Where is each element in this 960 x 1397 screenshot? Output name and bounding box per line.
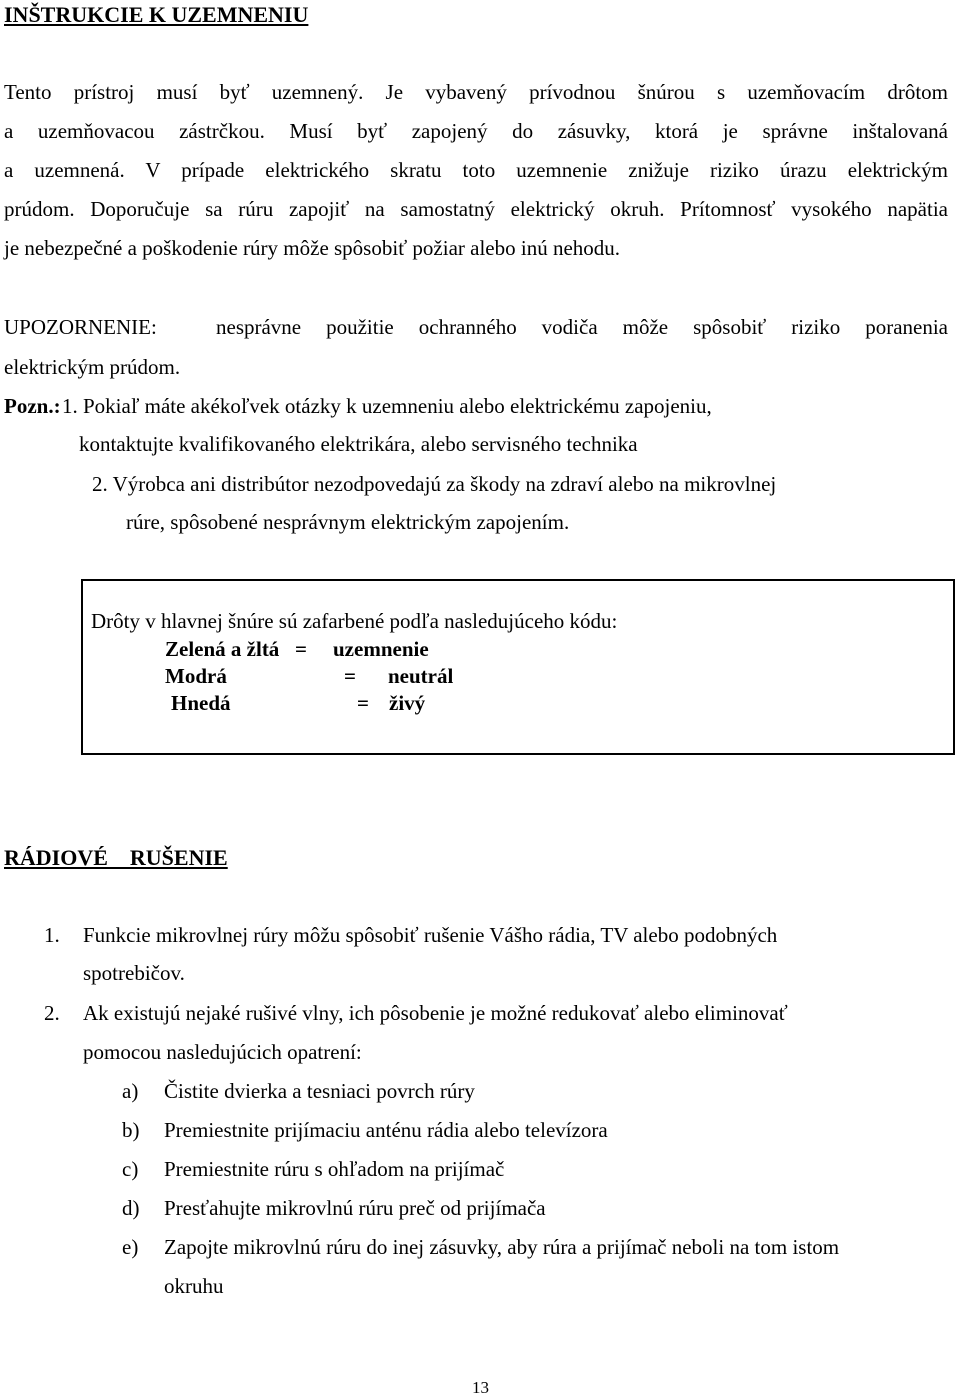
radio-item-text: Ak existujú nejaké rušivé vlny, ich pôsobenie je možné redukovať alebo eliminovať xyxy=(83,1001,788,1025)
radio-item-text-cont: pomocou nasledujúcich opatrení: xyxy=(83,1040,362,1064)
measure-text: Premiestnite rúru s ohľadom na prijímač xyxy=(164,1157,505,1181)
measure-text: Čistite dvierka a tesniaci povrch rúry xyxy=(164,1079,475,1103)
measure-letter: b) xyxy=(122,1118,140,1142)
wire-color-blue: Modrá xyxy=(165,664,227,688)
note-1: 1. Pokiaľ máte akékoľvek otázky k uzemneniu alebo elektrickému zapojeniu, xyxy=(62,394,712,418)
grounding-paragraph-line: prúdom. Doporučuje sa rúru zapojiť na samostatný elektrický okruh. Prítomnosť vysokého napätia xyxy=(4,197,948,221)
wire-equals: = xyxy=(344,664,356,688)
grounding-paragraph-line: Tento prístroj musí byť uzemnený. Je vybavený prívodnou šnúrou s uzemňovacím drôtom xyxy=(4,80,948,104)
wire-box-intro: Drôty v hlavnej šnúre sú zafarbené podľa nasledujúceho kódu: xyxy=(91,609,618,633)
measure-letter: d) xyxy=(122,1196,140,1220)
grounding-paragraph-line: je nebezpečné a poškodenie rúry môže spôsobiť požiar alebo inú nehodu. xyxy=(4,236,621,260)
wire-meaning-live: živý xyxy=(389,691,426,715)
radio-item-text-cont: spotrebičov. xyxy=(83,961,185,985)
warning-label: UPOZORNENIE: xyxy=(4,315,157,339)
note-1-cont: kontaktujte kvalifikovaného elektrikára, alebo servisného technika xyxy=(79,432,638,456)
measure-letter: c) xyxy=(122,1157,139,1181)
radio-item-text: Funkcie mikrovlnej rúry môžu spôsobiť rušenie Vášho rádia, TV alebo podobných xyxy=(83,923,778,947)
wire-color-brown: Hnedá xyxy=(171,691,231,715)
note-2: 2. Výrobca ani distribútor nezodpovedajú za škody na zdraví alebo na mikrovlnej xyxy=(92,472,777,496)
grounding-title: INŠTRUKCIE K UZEMNENIU xyxy=(4,2,309,27)
warning-text-cont: elektrickým prúdom. xyxy=(4,355,181,379)
measure-text-cont: okruhu xyxy=(164,1274,224,1298)
note-label: Pozn.: xyxy=(4,394,61,418)
wire-equals: = xyxy=(295,637,307,661)
page-number: 13 xyxy=(472,1378,489,1397)
grounding-paragraph-line: a uzemnená. V prípade elektrického skratu toto uzemnenie znižuje riziko úrazu elektrickým xyxy=(4,158,948,182)
wire-color-green-yellow: Zelená a žltá xyxy=(165,637,280,661)
wire-meaning-neutral: neutrál xyxy=(388,664,454,688)
measure-text: Zapojte mikrovlnú rúru do inej zásuvky, aby rúra a prijímač neboli na tom istom xyxy=(164,1235,840,1259)
wire-meaning-ground: uzemnenie xyxy=(333,637,429,661)
warning-text: nesprávne použitie ochranného vodiča môže spôsobiť riziko poranenia xyxy=(216,315,948,339)
measure-text: Premiestnite prijímaciu anténu rádia alebo televízora xyxy=(164,1118,608,1142)
note-2-cont: rúre, spôsobené nesprávnym elektrickým zapojením. xyxy=(126,510,570,534)
grounding-paragraph-line: a uzemňovacou zástrčkou. Musí byť zapojený do zásuvky, ktorá je správne inštalovaná xyxy=(4,119,948,143)
measure-text: Presťahujte mikrovlnú rúru preč od prijímača xyxy=(164,1196,546,1220)
radio-title: RÁDIOVÉ RUŠENIE xyxy=(4,845,228,870)
measure-letter: e) xyxy=(122,1235,139,1259)
radio-item-number: 1. xyxy=(44,923,60,947)
measure-letter: a) xyxy=(122,1079,139,1103)
radio-item-number: 2. xyxy=(44,1001,60,1025)
wire-equals: = xyxy=(357,691,369,715)
